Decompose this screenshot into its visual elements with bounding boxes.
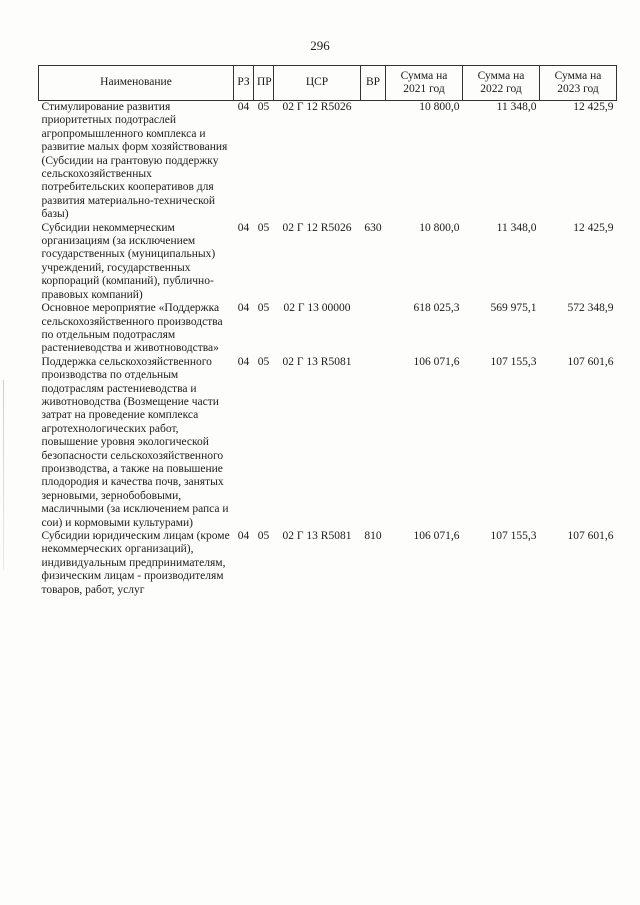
row-pr: 05 (257, 530, 270, 542)
row-csr: 02 Г 13 R5081 (282, 530, 352, 542)
row-pr: 05 (257, 101, 270, 113)
row-rz: 04 (237, 221, 250, 234)
row-rz: 04 (237, 355, 250, 368)
row-rz: 04 (237, 302, 250, 315)
table-header (39, 66, 617, 101)
table-row (39, 302, 617, 356)
row-csr: 02 Г 12 R5026 (282, 221, 352, 234)
table-row (39, 101, 617, 222)
row-pr: 05 (257, 355, 270, 368)
row-sum-2021: 10 800,0 (419, 221, 460, 234)
row-sum-2022: 569 975,1 (490, 302, 537, 315)
row-sum-2022: 107 155,3 (490, 530, 537, 542)
row-name: Субсидии некоммерческим организациям (за исключением государственных (муниципальных) учреждений, государственных корпораций (компаний), публично-правовых компаний) (41, 221, 216, 301)
header-sum-2021: Сумма на 2021 год (386, 66, 463, 101)
header-csr: ЦСР (274, 66, 361, 101)
row-sum-2023: 12 425,9 (573, 221, 614, 234)
row-pr: 05 (257, 221, 270, 234)
row-csr: 02 Г 12 R5026 (282, 101, 352, 113)
header-sum-2023: Сумма на 2023 год (540, 66, 617, 101)
table-row (39, 222, 617, 302)
row-sum-2022: 107 155,3 (490, 355, 537, 368)
budget-table (38, 65, 617, 597)
header-row (39, 66, 617, 101)
row-rz: 04 (237, 101, 250, 113)
row-vr (361, 302, 386, 356)
row-csr: 02 Г 13 00000 (283, 302, 351, 315)
row-name: Поддержка сельскохозяйственного производства по отдельным подотраслям растениеводства и животноводства (Возмещение части затрат на проведение комплекса агротехнологических работ, повышение уровня экологической безопасности сельскохозяйственного производства, а также на повышение плодородия и качества почв, занятых зерновыми, зернобобовыми, масличными (за исключением рапса и сои) и кормовыми культурами) (41, 355, 229, 529)
row-vr (361, 101, 386, 222)
row-sum-2021: 10 800,0 (419, 101, 460, 113)
row-rz: 04 (237, 530, 250, 542)
row-name: Основное мероприятие «Поддержка сельскохозяйственного производства по отдельным подотраслям растениеводства и животноводства» (41, 302, 223, 355)
row-name: Субсидии юридическим лицам (кроме некоммерческих организаций), индивидуальным предпринимателям, физическим лицам - производителям товаров, работ, услуг (41, 530, 230, 596)
row-pr: 05 (257, 302, 270, 315)
row-vr: 810 (364, 530, 382, 542)
header-vr: ВР (361, 66, 386, 101)
row-sum-2023: 107 601,6 (567, 530, 614, 542)
row-sum-2021: 106 071,6 (413, 355, 460, 368)
row-sum-2023: 107 601,6 (567, 355, 614, 368)
row-sum-2022: 11 348,0 (496, 101, 537, 113)
header-sum-2022: Сумма на 2022 год (463, 66, 540, 101)
row-sum-2022: 11 348,0 (496, 221, 537, 234)
row-sum-2021: 106 071,6 (413, 530, 460, 542)
row-name: Стимулирование развития приоритетных подотраслей агропромышленного комплекса и развитие малых форм хозяйствования (Субсидии на грантовую поддержку сельскохозяйственных потребительских кооперативов для развития материально-технической базы) (41, 101, 228, 221)
table-row (39, 356, 617, 530)
header-rz: РЗ (234, 66, 254, 101)
row-sum-2021: 618 025,3 (413, 302, 460, 315)
row-sum-2023: 572 348,9 (567, 302, 614, 315)
scan-margin-mark (3, 380, 4, 570)
header-pr: ПР (254, 66, 274, 101)
table-row (39, 530, 617, 597)
header-name: Наименование (39, 66, 234, 101)
row-vr (361, 356, 386, 530)
table-body (39, 101, 617, 598)
row-csr: 02 Г 13 R5081 (282, 355, 352, 368)
row-vr: 630 (364, 221, 382, 234)
row-sum-2023: 12 425,9 (573, 101, 614, 113)
page-number: 296 (310, 38, 330, 53)
